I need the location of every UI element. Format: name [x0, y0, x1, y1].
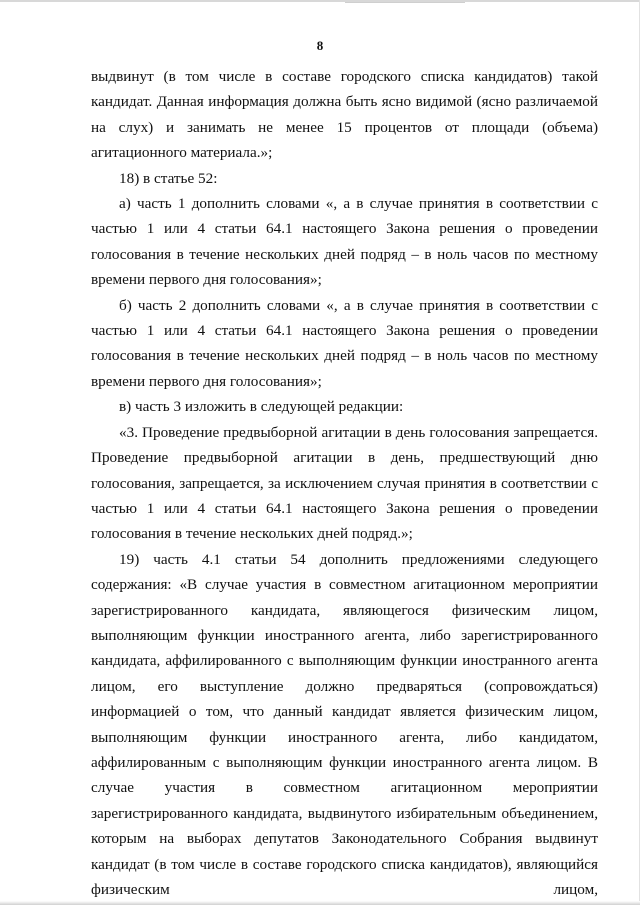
paragraph-item-18v: в) часть 3 изложить в следующей редакции: — [119, 398, 404, 416]
paragraph-quoted-part-3: «3. Проведение предвыборной агитации в день голосования запрещается. Проведение предвыборной агитации в день, предшествующий дню голосования, запрещается, за исключением случая принятия в соответствии с частью 1 или 4 статьи 64.1 настоящего Закона решения о проведении голосования в течение нескольких дней подряд.»; — [91, 423, 598, 543]
paragraph-item-19: 19) часть 4.1 статьи 54 дополнить предложениями следующего содержания: «В случае участия в совместном агитационном мероприятии зарегистрированного кандидата, являющегося физическим лицом, выполняющим функции иностранного агента, либо зарегистрированного кандидата, аффилированного с выполняющим функции иностранного агента лицом, его выступление должно предваряться (сопровождаться) информацией о том, что данный кандидат является физическим лицом, выполняющим функции иностранного агента, либо кандидатом, аффилированным с выполняющим функции иностранного агента лицом. В случае участия в совместном агитационном мероприятии зарегистрированного кандидата, выдвинутого избирательным объединением, которым на выборах депутатов Законодательного Собрания выдвинут кандидат (в том числе в составе городского списка кандидатов), являющийся физическим лицом, — [91, 550, 598, 898]
scan-edge-top — [0, 0, 640, 2]
paragraph-item-18b: б) часть 2 дополнить словами «, а в случае принятия в соответствии с частью 1 или 4 статьи 64.1 настоящего Закона решения о проведении голосования в течение нескольких дней подряд – в ноль часов по местному времени первого дня голосования»; — [91, 296, 598, 390]
page-number: 8 — [316, 38, 324, 53]
paragraph-continuation: выдвинут (в том числе в составе городского списка кандидатов) такой кандидат. Данная информация должна быть ясно видимой (ясно различаемой на слух) и занимать не менее 15 процентов от площади (объема) агитационного материала.»; — [91, 68, 598, 162]
document-body — [91, 64, 598, 902]
paragraph-item-18a: а) часть 1 дополнить словами «, а в случае принятия в соответствии с частью 1 или 4 статьи 64.1 настоящего Закона решения о проведении голосования в течение нескольких дней подряд – в ноль часов по местному времени первого дня голосования»; — [91, 195, 598, 289]
scan-edge-mark — [345, 2, 465, 3]
scan-edge-bottom — [0, 901, 640, 905]
paragraph-item-18: 18) в статье 52: — [119, 169, 218, 187]
